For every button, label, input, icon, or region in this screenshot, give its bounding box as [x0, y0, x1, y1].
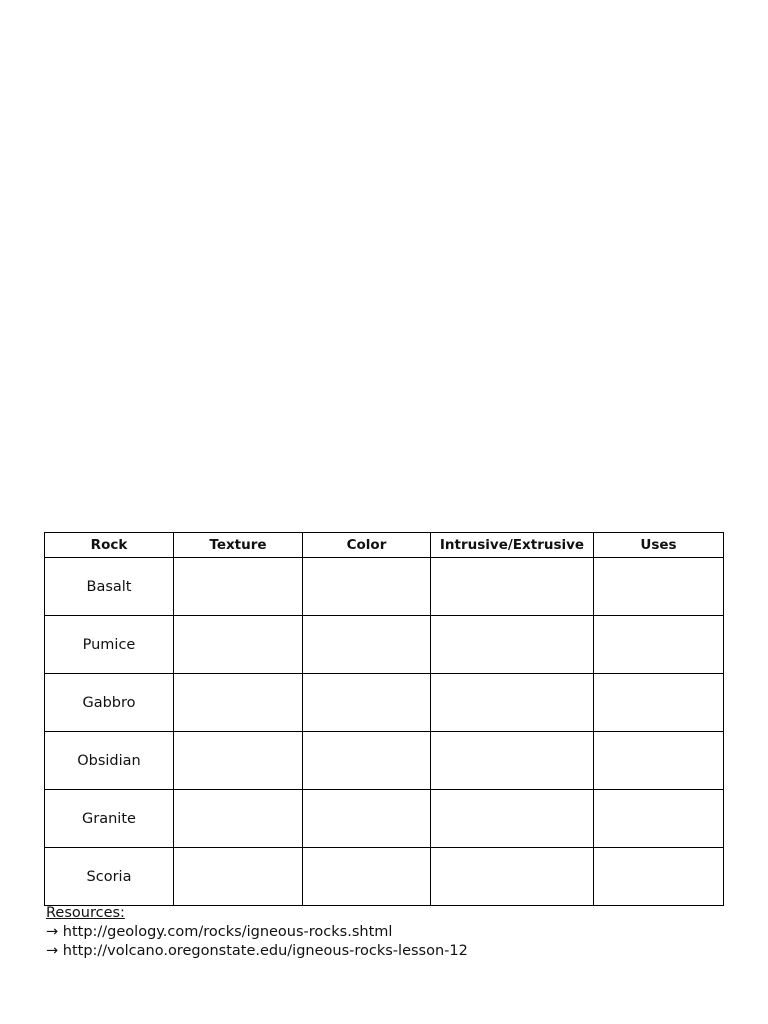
resource-link[interactable]: http://geology.com/rocks/igneous-rocks.shtml — [62, 924, 393, 940]
header-uses: Uses — [594, 533, 724, 558]
table-row — [45, 558, 724, 616]
color-cell[interactable] — [303, 790, 431, 848]
uses-cell[interactable] — [594, 732, 724, 790]
texture-cell[interactable] — [174, 674, 303, 732]
resource-link[interactable]: http://volcano.oregonstate.edu/igneous-rocks-lesson-12 — [62, 943, 468, 959]
resources-section — [46, 904, 468, 961]
rock-name-cell: Basalt — [45, 558, 174, 616]
uses-cell[interactable] — [594, 790, 724, 848]
texture-cell[interactable] — [174, 790, 303, 848]
uses-cell[interactable] — [594, 674, 724, 732]
intrusive-extrusive-cell[interactable] — [431, 848, 594, 906]
intrusive-extrusive-cell[interactable] — [431, 732, 594, 790]
color-cell[interactable] — [303, 616, 431, 674]
resource-link-line — [46, 942, 468, 961]
igneous-rocks-table — [44, 532, 724, 906]
rock-name-cell: Obsidian — [45, 732, 174, 790]
rock-name-cell: Pumice — [45, 616, 174, 674]
rock-name-cell: Scoria — [45, 848, 174, 906]
table-row — [45, 674, 724, 732]
uses-cell[interactable] — [594, 558, 724, 616]
table-row — [45, 790, 724, 848]
intrusive-extrusive-cell[interactable] — [431, 674, 594, 732]
rock-name-cell: Gabbro — [45, 674, 174, 732]
arrow-icon: → — [46, 943, 59, 959]
table-row — [45, 732, 724, 790]
resources-heading: Resources: — [46, 905, 125, 921]
header-color: Color — [303, 533, 431, 558]
color-cell[interactable] — [303, 732, 431, 790]
header-rock: Rock — [45, 533, 174, 558]
header-texture: Texture — [174, 533, 303, 558]
uses-cell[interactable] — [594, 848, 724, 906]
uses-cell[interactable] — [594, 616, 724, 674]
table-header-row — [45, 533, 724, 558]
resource-link-line — [46, 923, 468, 942]
color-cell[interactable] — [303, 674, 431, 732]
intrusive-extrusive-cell[interactable] — [431, 558, 594, 616]
color-cell[interactable] — [303, 558, 431, 616]
intrusive-extrusive-cell[interactable] — [431, 790, 594, 848]
texture-cell[interactable] — [174, 558, 303, 616]
texture-cell[interactable] — [174, 616, 303, 674]
table-row — [45, 848, 724, 906]
intrusive-extrusive-cell[interactable] — [431, 616, 594, 674]
texture-cell[interactable] — [174, 732, 303, 790]
texture-cell[interactable] — [174, 848, 303, 906]
table-row — [45, 616, 724, 674]
rock-name-cell: Granite — [45, 790, 174, 848]
arrow-icon: → — [46, 924, 59, 940]
header-intrusive-extrusive: Intrusive/Extrusive — [431, 533, 594, 558]
color-cell[interactable] — [303, 848, 431, 906]
